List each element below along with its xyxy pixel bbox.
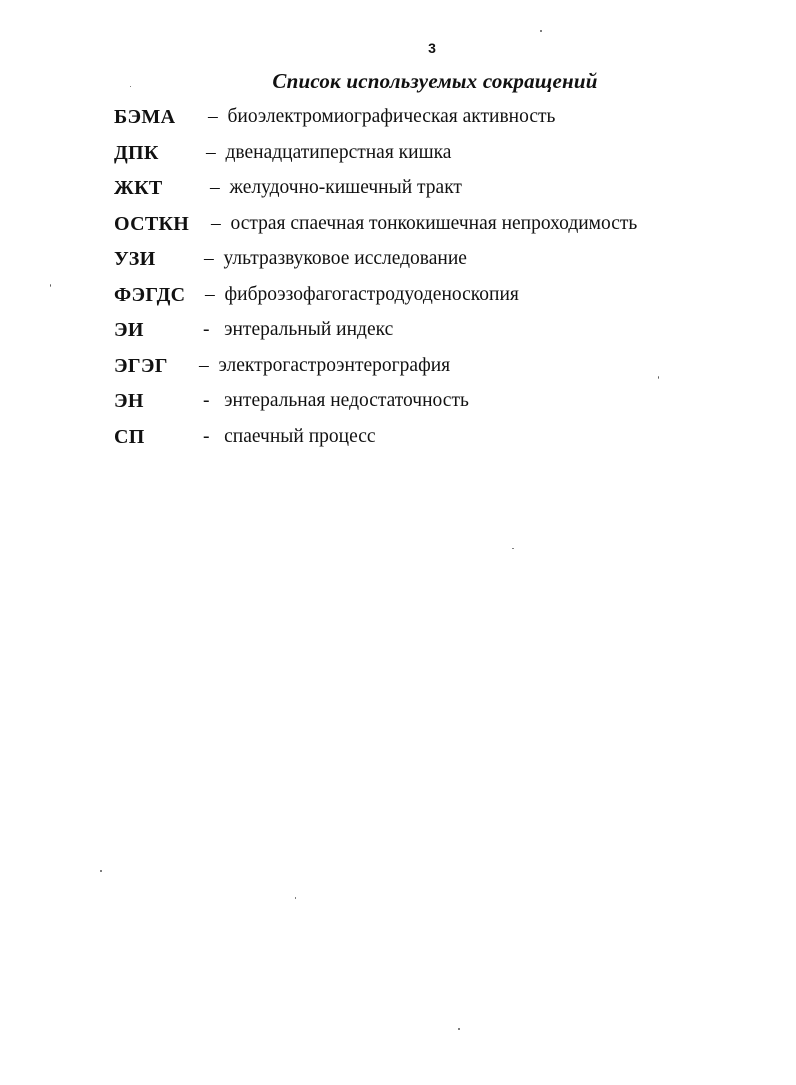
abbreviation-term: ДПК [114,141,159,164]
abbreviation-term: ЭИ [114,319,144,341]
abbreviation-definition-text: спаечный процесс [224,425,376,447]
abbreviation-term: СП [114,425,145,448]
scan-speck [130,86,131,87]
abbreviation-definition [208,104,555,130]
scan-speck [50,284,51,287]
abbreviation-definition [204,246,467,272]
abbreviation-definition [205,282,519,308]
abbreviation-separator: - [203,425,210,447]
abbreviation-term: УЗИ [114,248,156,270]
page-number: 3 [428,40,436,56]
abbreviation-term: ЖКТ [114,177,163,199]
abbreviation-separator: – [206,141,216,163]
page-title: Список используемых сокращений [272,69,598,93]
scan-speck [100,870,102,872]
abbreviation-definition [203,317,393,343]
abbreviation-definition-text: острая спаечная тонкокишечная непроходимость [230,212,638,234]
abbreviation-term: ФЭГДС [114,283,186,306]
abbreviation-term: ЭГЭГ [114,354,168,377]
abbreviation-separator: – [210,177,220,198]
abbreviation-definition-text: желудочно-кишечный тракт [229,177,462,198]
abbreviation-definition-text: электрогастроэнтерография [218,354,451,376]
abbreviation-definition-text: фиброэзофагогастродуоденоскопия [224,283,519,305]
abbreviation-separator: - [203,319,210,340]
abbreviation-term: БЭМА [114,106,176,128]
abbreviation-definition [210,175,462,201]
abbreviation-separator: – [208,106,218,127]
abbreviation-term: ЭН [114,390,144,412]
abbreviation-separator: - [203,390,210,411]
abbreviation-definition-text: биоэлектромиографическая активность [227,106,556,127]
abbreviation-definition [203,424,376,450]
abbreviation-definition [199,353,450,379]
abbreviation-separator: – [199,354,209,376]
abbreviation-definition-text: двенадцатиперстная кишка [225,141,452,163]
abbreviation-definition [211,211,637,237]
abbreviation-separator: – [204,248,214,269]
scan-speck [458,1028,460,1030]
abbreviation-separator: – [211,212,221,234]
abbreviation-term: ОСТКН [114,212,190,235]
abbreviation-separator: – [205,283,215,305]
abbreviation-definition [203,388,469,414]
scan-speck [658,376,659,379]
abbreviation-definition-text: ультразвуковое исследование [223,248,467,269]
abbreviation-definition-text: энтеральный индекс [224,319,394,340]
abbreviation-definition-text: энтеральная недостаточность [224,390,469,411]
scan-speck [295,897,296,899]
abbreviation-definition [206,140,451,166]
scan-speck [540,30,542,32]
scan-speck [512,548,514,549]
